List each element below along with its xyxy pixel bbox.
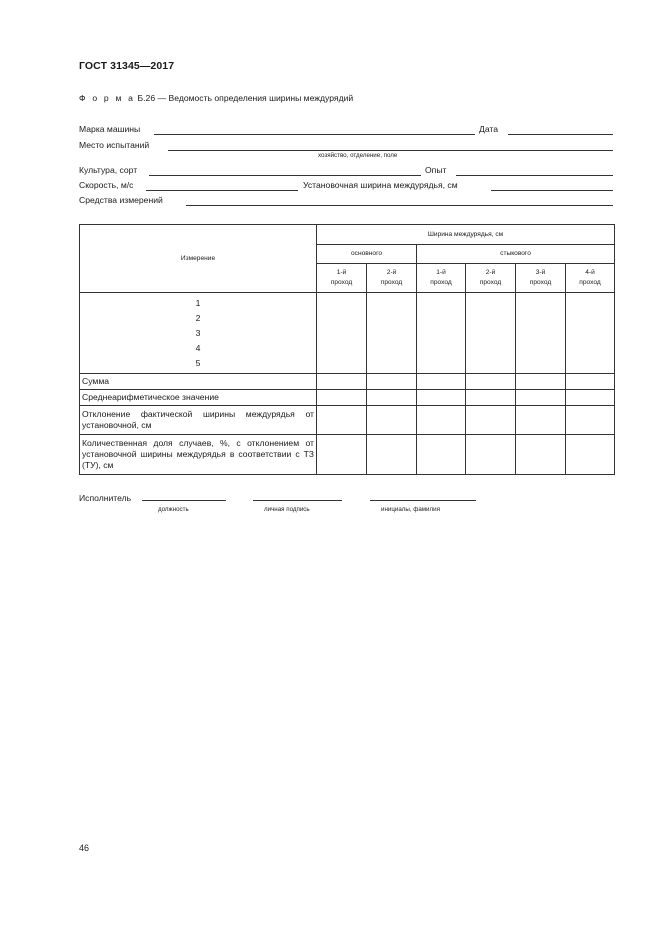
measurement-number: 5 (195, 358, 201, 368)
executor-label: Исполнитель (79, 493, 132, 503)
data-cell[interactable] (417, 374, 466, 390)
data-cell[interactable] (317, 406, 367, 435)
pass-header (466, 264, 516, 293)
speed-label: Скорость, м/с (79, 180, 134, 190)
pass-word: проход (579, 279, 601, 286)
name-hint: инициалы, фамилия (381, 506, 440, 513)
data-cell[interactable] (566, 374, 615, 390)
data-cell[interactable] (317, 390, 367, 406)
deviation-row-label: Отклонение фактической ширины междурядья от установочной, см (80, 406, 317, 435)
main-header: основного (317, 245, 417, 264)
position-hint: должность (158, 506, 189, 513)
data-cell[interactable] (516, 293, 566, 374)
place-field[interactable] (168, 150, 613, 151)
crop-row (79, 165, 613, 177)
data-cell[interactable] (466, 390, 516, 406)
share-row-label: Количественная доля случаев, %, с отклонением от установочной ширины междурядья в соответствии с ТЗ (ТУ), см (80, 435, 317, 475)
data-cell[interactable] (317, 374, 367, 390)
measurement-number: 2 (195, 313, 201, 323)
crop-field[interactable] (149, 175, 421, 176)
pass-number: 4-й (585, 269, 595, 276)
machine-field[interactable] (154, 134, 475, 135)
data-cell[interactable] (417, 390, 466, 406)
name-field[interactable] (370, 500, 476, 501)
pass-header (566, 264, 615, 293)
row-width-header: Ширина междурядья, см (317, 225, 615, 245)
pass-word: проход (529, 279, 552, 286)
machine-row (79, 124, 613, 136)
pass-word: проход (430, 279, 452, 286)
data-cell[interactable] (367, 374, 417, 390)
tools-label: Средства измерений (79, 195, 163, 205)
measurement-header: Измерение (80, 225, 317, 293)
setwidth-label: Установочная ширина междурядья, см (303, 180, 458, 190)
speed-field[interactable] (146, 190, 298, 191)
data-cell[interactable] (317, 435, 367, 475)
date-label: Дата (479, 124, 499, 134)
pass-header (367, 264, 417, 293)
speed-row (79, 180, 613, 192)
measurement-number: 1 (195, 298, 201, 308)
trial-field[interactable] (456, 175, 613, 176)
signature-hint: личная подпись (264, 506, 310, 513)
pass-number: 1-й (436, 269, 446, 276)
data-cell[interactable] (367, 406, 417, 435)
form-name: — Ведомость определения ширины междурядий (157, 93, 354, 103)
place-hint: хозяйство, отделение, поле (318, 152, 398, 159)
pass-number: 2-й (485, 269, 496, 276)
standard-title: ГОСТ 31345—2017 (79, 60, 175, 72)
data-cell[interactable] (516, 374, 566, 390)
pass-header (516, 264, 566, 293)
data-cell[interactable] (566, 390, 615, 406)
width-measurement-table (79, 224, 615, 475)
sum-row-label: Сумма (80, 374, 317, 390)
data-cell[interactable] (317, 293, 367, 374)
position-field[interactable] (142, 500, 226, 501)
data-cell[interactable] (566, 435, 615, 475)
machine-label: Марка машины (79, 124, 141, 134)
joint-header: стыкового (417, 245, 615, 264)
data-cell[interactable] (466, 435, 516, 475)
pass-number: 3-й (535, 269, 546, 276)
data-cell[interactable] (367, 435, 417, 475)
form-title (79, 93, 353, 103)
data-cell[interactable] (417, 293, 466, 374)
data-cell[interactable] (367, 293, 417, 374)
data-cell[interactable] (466, 293, 516, 374)
pass-word: проход (479, 279, 502, 286)
data-cell[interactable] (466, 374, 516, 390)
mean-row-label: Среднеарифметическое значение (80, 390, 317, 406)
page-number: 46 (79, 843, 90, 853)
form-number: Б.26 (137, 93, 156, 103)
pass-header (317, 264, 367, 293)
signature-field[interactable] (253, 500, 342, 501)
place-label: Место испытаний (79, 140, 150, 150)
pass-number: 2-й (386, 269, 397, 276)
pass-number: 1-й (336, 269, 347, 276)
data-cell[interactable] (566, 293, 615, 374)
trial-label: Опыт (425, 165, 447, 175)
place-row (79, 140, 613, 152)
data-cell[interactable] (516, 406, 566, 435)
date-field[interactable] (508, 134, 613, 135)
tools-row (79, 195, 613, 207)
setwidth-field[interactable] (491, 190, 613, 191)
pass-header (417, 264, 466, 293)
data-cell[interactable] (417, 406, 466, 435)
crop-label: Культура, сорт (79, 165, 138, 175)
data-cell[interactable] (367, 390, 417, 406)
measurement-number: 4 (195, 343, 201, 353)
pass-word: проход (330, 279, 353, 286)
measurement-numbers (80, 293, 317, 374)
data-cell[interactable] (466, 406, 516, 435)
data-cell[interactable] (566, 406, 615, 435)
measurement-number: 3 (195, 328, 201, 338)
data-cell[interactable] (417, 435, 466, 475)
form-prefix: Ф о р м а (79, 93, 136, 103)
data-cell[interactable] (516, 390, 566, 406)
pass-word: проход (380, 279, 403, 286)
tools-field[interactable] (186, 205, 613, 206)
data-cell[interactable] (516, 435, 566, 475)
